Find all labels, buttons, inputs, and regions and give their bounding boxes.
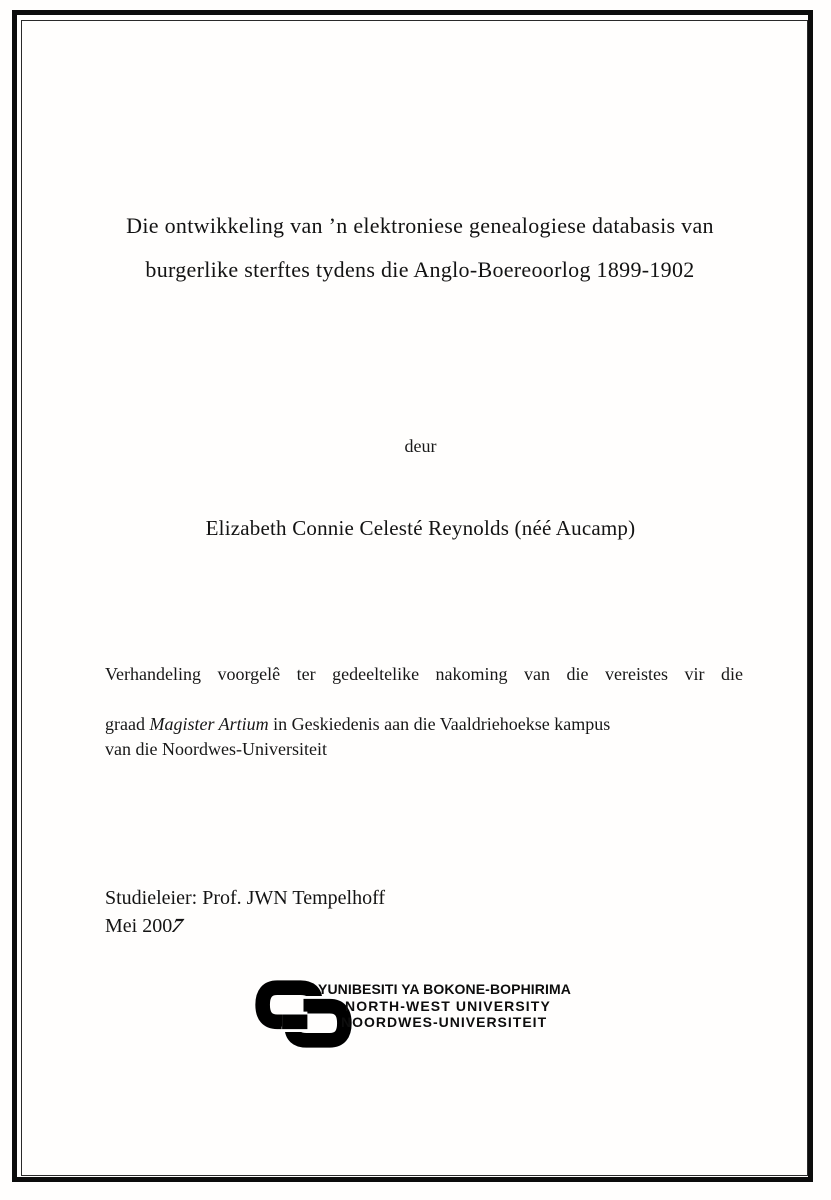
degree-line2-suffix: in Geskiedenis aan die Vaaldriehoekse kampus (268, 714, 611, 734)
date-prefix: Mei 200 (105, 915, 173, 937)
degree-statement-line2 (105, 712, 743, 737)
byline-deur: deur (404, 436, 437, 456)
logo-text-afrikaans: NOORDWES-UNIVERSITEIT (341, 1014, 548, 1030)
author-name: Elizabeth Connie Celesté Reynolds (néé Aucamp) (205, 516, 636, 540)
supervisor-and-date (105, 884, 625, 940)
thesis-title (40, 204, 800, 292)
thesis-title-line1: Die ontwikkeling van ’n elektroniese genealogiese databasis van (126, 213, 714, 238)
university-logo (253, 975, 593, 1055)
degree-name-italic: Magister Artium (149, 714, 269, 734)
degree-line2-prefix: graad (105, 714, 150, 734)
supervisor-line: Studieleier: Prof. JWN Tempelhoff (105, 887, 386, 909)
thesis-title-line2: burgerlike sterftes tydens die Anglo-Boereoorlog 1899-1902 (145, 257, 695, 282)
logo-text-setswana: YUNIBESITI YA BOKONE-BOPHIRIMA (318, 981, 571, 997)
logo-text-english: NORTH-WEST UNIVERSITY (345, 997, 551, 1014)
degree-statement-line3: van die Noordwes-Universiteit (105, 739, 327, 759)
date-last-digit: 7 (167, 915, 187, 937)
degree-statement-line1: Verhandeling voorgelê ter gedeeltelike nakoming van die vereistes vir die (105, 664, 743, 684)
degree-statement (105, 662, 743, 762)
date-line (105, 912, 625, 940)
university-logo-text (318, 981, 588, 1031)
